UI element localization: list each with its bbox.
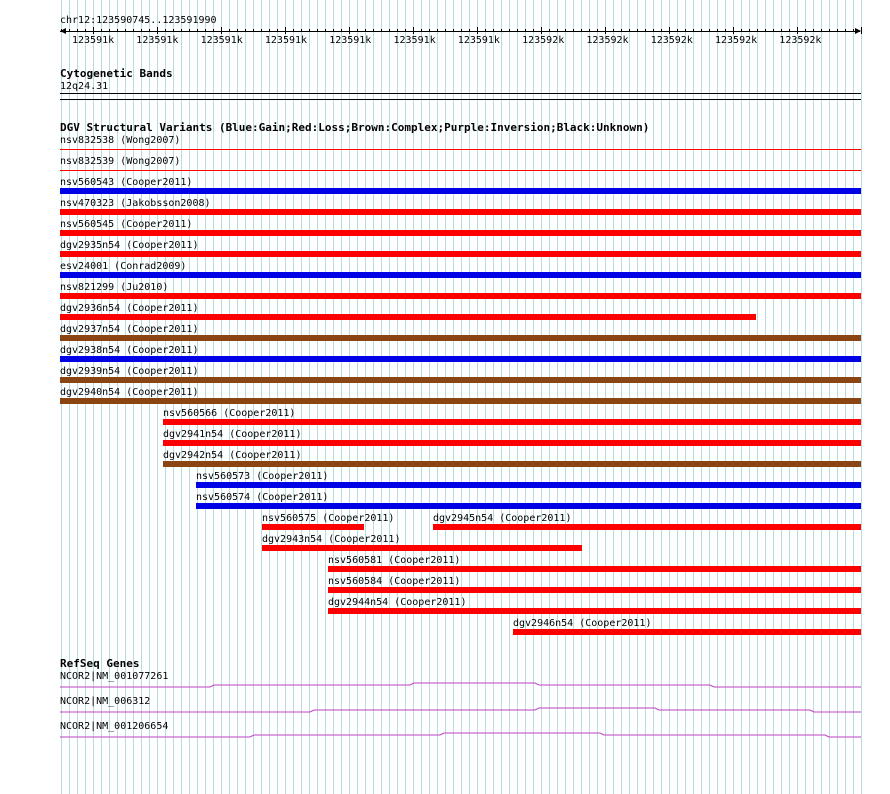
dgv-variant-label: nsv560543 (Cooper2011) [60,177,193,188]
ruler-tick-label: 123591k [329,35,372,46]
refseq-gene-label: NCOR2|NM_001206654 [60,721,169,732]
ruler-tick-label: 123592k [779,35,822,46]
dgv-variant-label: dgv2943n54 (Cooper2011) [262,534,401,545]
dgv-track-title: DGV Structural Variants (Blue:Gain;Red:Loss;Brown:Complex;Purple:Inversion;Black:Unknown) [60,121,650,134]
dgv-variant-label: dgv2939n54 (Cooper2011) [60,366,199,377]
ruler-tick-label: 123592k [650,35,693,46]
dgv-variant-label: dgv2937n54 (Cooper2011) [60,324,199,335]
dgv-variant-label: nsv470323 (Jakobsson2008) [60,198,211,209]
dgv-variant-label: dgv2946n54 (Cooper2011) [513,618,652,629]
ruler-coordinates: chr12:123590745..123591990 [60,15,217,26]
dgv-variant-label: dgv2944n54 (Cooper2011) [328,597,467,608]
dgv-variant-label: nsv560584 (Cooper2011) [328,576,461,587]
dgv-variant-label: dgv2940n54 (Cooper2011) [60,387,199,398]
ruler-tick-label: 123591k [200,35,243,46]
dgv-variant-label: nsv560581 (Cooper2011) [328,555,461,566]
ruler-tick-label: 123591k [393,35,436,46]
dgv-variant-label: nsv821299 (Ju2010) [60,282,169,293]
refseq-gene-model[interactable] [60,708,861,712]
dgv-variant-label: nsv560575 (Cooper2011) [262,513,395,524]
cytoband-label: 12q24.31 [60,81,109,92]
ruler-tick-label: 123591k [72,35,115,46]
dgv-variant-label: dgv2942n54 (Cooper2011) [163,450,302,461]
refseq-track-title: RefSeq Genes [60,657,140,670]
ruler-tick-label: 123591k [264,35,308,46]
dgv-variant-label: nsv560574 (Cooper2011) [196,492,329,503]
refseq-gene-label: NCOR2|NM_006312 [60,696,151,707]
dgv-variant-label: dgv2945n54 (Cooper2011) [433,513,572,524]
ruler-tick-label: 123592k [715,35,758,46]
ruler-tick-label: 123591k [457,35,500,46]
refseq-gene-label: NCOR2|NM_001077261 [60,671,169,682]
refseq-gene-model[interactable] [60,683,861,687]
dgv-variant-label: nsv560573 (Cooper2011) [196,471,329,482]
dgv-variant-label: nsv832539 (Wong2007) [60,156,181,167]
dgv-variant-label: dgv2935n54 (Cooper2011) [60,240,199,251]
dgv-variant-label: dgv2938n54 (Cooper2011) [60,345,199,356]
dgv-variant-label: nsv560566 (Cooper2011) [163,408,296,419]
dgv-variant-label: dgv2936n54 (Cooper2011) [60,303,199,314]
ruler-tick-label: 123591k [136,35,179,46]
cytoband-track-title: Cytogenetic Bands [60,67,173,80]
dgv-variant-label: nsv560545 (Cooper2011) [60,219,193,230]
dgv-variant-label: esv24001 (Conrad2009) [60,261,187,272]
dgv-variant-label: dgv2941n54 (Cooper2011) [163,429,302,440]
refseq-gene-model[interactable] [60,733,861,737]
ruler-tick-label: 123592k [586,35,629,46]
dgv-variant-label: nsv832538 (Wong2007) [60,135,181,146]
ruler-tick-label: 123592k [522,35,565,46]
